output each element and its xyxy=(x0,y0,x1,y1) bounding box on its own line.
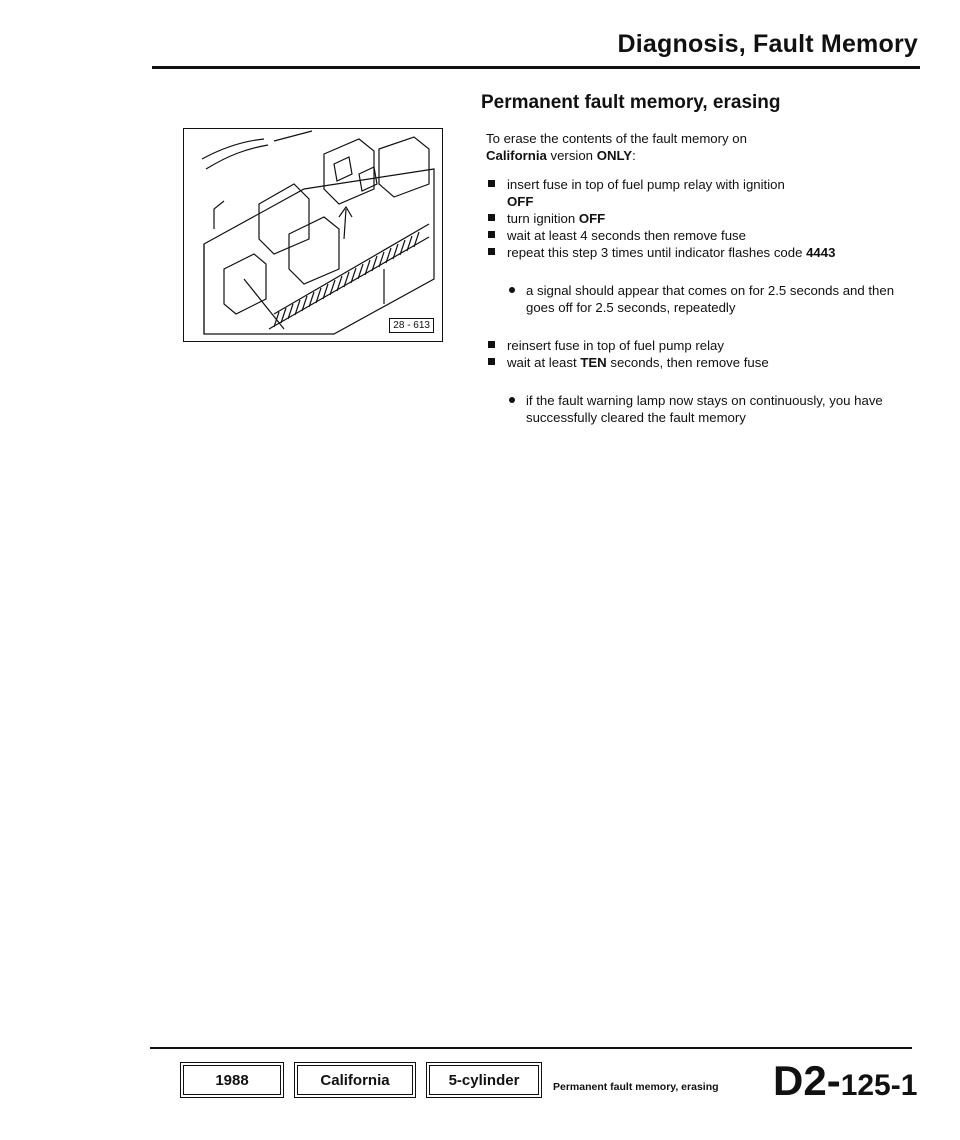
header-rule xyxy=(152,66,920,69)
steps-list-1 xyxy=(486,176,906,261)
note-list-1 xyxy=(486,282,906,316)
figure-label: 28 - 613 xyxy=(389,318,434,333)
footer-caption: Permanent fault memory, erasing xyxy=(553,1081,719,1093)
footer-rule xyxy=(150,1047,912,1049)
footer-engine-box xyxy=(426,1062,542,1098)
footer-region-box xyxy=(294,1062,416,1098)
intro-end: : xyxy=(632,148,636,163)
list-item xyxy=(486,210,906,227)
step-text: seconds, then remove fuse xyxy=(610,355,769,370)
fuse-relay-panel-illustration xyxy=(184,129,442,341)
step-text: turn ignition xyxy=(507,211,576,226)
steps-list-2 xyxy=(486,337,906,371)
step-bold: TEN xyxy=(580,355,607,370)
list-item xyxy=(486,227,906,244)
list-item xyxy=(486,176,906,210)
step-bold: OFF xyxy=(507,194,534,209)
step-text: repeat this step 3 times until indicator flashes code xyxy=(507,245,803,260)
note-list-2 xyxy=(486,392,906,426)
section-title: Permanent fault memory, erasing xyxy=(481,92,781,113)
list-item xyxy=(486,244,906,261)
page-number xyxy=(773,1057,917,1105)
step-text: wait at least xyxy=(507,355,577,370)
fuse-relay-figure xyxy=(183,128,443,342)
step-text: reinsert fuse in top of fuel pump relay xyxy=(507,338,724,353)
list-item: if the fault warning lamp now stays on continuously, you have successfully cleared the fault memory xyxy=(486,392,906,426)
footer-region: California xyxy=(297,1065,413,1095)
page-number-sub: 125-1 xyxy=(840,1069,918,1102)
page-header-title: Diagnosis, Fault Memory xyxy=(617,30,918,58)
footer-year: 1988 xyxy=(183,1065,281,1095)
footer-year-box xyxy=(180,1062,284,1098)
instruction-body xyxy=(486,130,906,447)
step-text: wait at least 4 seconds then remove fuse xyxy=(507,228,746,243)
list-item: a signal should appear that comes on for 2.5 seconds and then goes off for 2.5 seconds, repeatedly xyxy=(486,282,906,316)
step-bold: OFF xyxy=(578,211,606,226)
intro-text: To erase the contents of the fault memory on xyxy=(486,131,747,146)
step-bold: 4443 xyxy=(806,245,836,260)
intro-version-text: version xyxy=(550,148,594,163)
page-number-main: D2- xyxy=(773,1057,841,1104)
step-text: insert fuse in top of fuel pump relay with ignition xyxy=(507,177,785,192)
intro-paragraph xyxy=(486,130,906,164)
intro-bold-california: California xyxy=(486,148,547,163)
footer-engine: 5-cylinder xyxy=(429,1065,539,1095)
intro-bold-only: ONLY xyxy=(596,148,633,163)
list-item xyxy=(486,354,906,371)
list-item xyxy=(486,337,906,354)
